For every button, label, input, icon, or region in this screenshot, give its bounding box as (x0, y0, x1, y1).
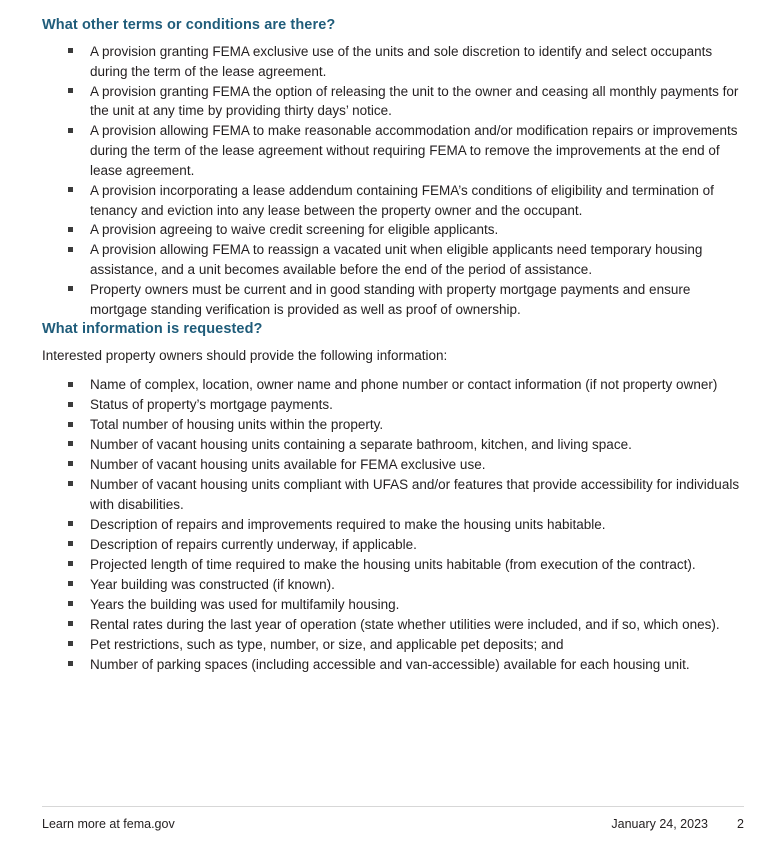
list-item (42, 415, 744, 435)
list-item-text: Projected length of time required to make the housing units habitable (from execution of the contract). (90, 556, 696, 572)
bullet-square-icon (68, 461, 73, 466)
footer-page-number: 2 (737, 817, 744, 831)
list-item (42, 535, 744, 555)
list-item-text: Pet restrictions, such as type, number, or size, and applicable pet deposits; and (90, 636, 564, 652)
list-item (42, 395, 744, 415)
bullet-square-icon (68, 128, 73, 133)
bullet-square-icon (68, 541, 73, 546)
list-item-text: Name of complex, location, owner name and phone number or contact information (if not property owner) (90, 377, 718, 393)
bullet-square-icon (68, 227, 73, 232)
list-item-text: A provision granting FEMA the option of releasing the unit to the owner and ceasing all monthly payments for the unit at any time by providing thirty days’ notice. (90, 83, 739, 119)
bullet-square-icon (68, 382, 73, 387)
list-item (42, 42, 744, 82)
bullet-square-icon (68, 422, 73, 427)
bullet-square-icon (68, 561, 73, 566)
list-item-text: Total number of housing units within the property. (90, 417, 384, 432)
list-item (42, 555, 744, 575)
bullet-square-icon (68, 521, 73, 526)
bullet-square-icon (68, 601, 73, 606)
list-item-text: Number of parking spaces (including accessible and van-accessible) available for each housing unit. (90, 656, 690, 672)
requested-information-list (42, 375, 744, 675)
bullet-square-icon (68, 621, 73, 626)
list-item-text: Number of vacant housing units containing a separate bathroom, kitchen, and living space. (90, 436, 632, 452)
list-item (42, 615, 744, 635)
list-item-text: Number of vacant housing units available for FEMA exclusive use. (90, 456, 486, 472)
bullet-square-icon (68, 247, 73, 252)
list-item-text: Description of repairs and improvements required to make the housing units habitable. (90, 516, 606, 532)
list-item-text: Status of property’s mortgage payments. (90, 397, 333, 413)
list-item-text: A provision agreeing to waive credit screening for eligible applicants. (90, 222, 499, 238)
list-item-text: Description of repairs currently underway, if applicable. (90, 536, 417, 552)
page-footer (42, 806, 744, 839)
list-item (42, 240, 744, 280)
list-item-text: A provision incorporating a lease addendum containing FEMA’s conditions of eligibility and termination of tenancy and eviction into any lease between the property owner and the occupant. (90, 182, 714, 218)
information-intro-paragraph: Interested property owners should provide the following information: (42, 347, 448, 363)
list-item (42, 435, 744, 455)
list-item (42, 375, 744, 395)
bullet-square-icon (68, 581, 73, 586)
section-heading-terms: What other terms or conditions are there? (42, 17, 336, 33)
list-item (42, 181, 744, 221)
footer-right-group (611, 817, 744, 831)
list-item-text: Rental rates during the last year of operation (state whether utilities were included, and if so, which ones). (90, 616, 720, 632)
bullet-square-icon (68, 48, 73, 53)
list-item (42, 280, 744, 320)
list-item-text: Year building was constructed (if known). (90, 576, 335, 592)
list-item (42, 515, 744, 535)
bullet-square-icon (68, 661, 73, 666)
list-item (42, 595, 744, 615)
bullet-square-icon (68, 441, 73, 446)
list-item-text: Property owners must be current and in good standing with property mortgage payments and ensure mortgage standing verification is provided as well as proof of ownership. (90, 281, 691, 317)
list-item (42, 575, 744, 595)
list-item (42, 121, 744, 181)
bullet-square-icon (68, 481, 73, 486)
list-item (42, 220, 744, 240)
bullet-square-icon (68, 286, 73, 291)
footer-learn-more: Learn more at fema.gov (42, 817, 175, 831)
terms-and-conditions-list (42, 42, 744, 320)
footer-date: January 24, 2023 (611, 817, 708, 831)
list-item (42, 655, 744, 675)
bullet-square-icon (68, 402, 73, 407)
list-item-text: A provision granting FEMA exclusive use of the units and sole discretion to identify and select occupants during the term of the lease agreement. (90, 43, 713, 79)
list-item-text: Years the building was used for multifamily housing. (90, 596, 400, 612)
section-heading-information: What information is requested? (42, 320, 263, 337)
list-item (42, 455, 744, 475)
list-item-text: Number of vacant housing units compliant with UFAS and/or features that provide accessibility for individuals with disabilities. (90, 476, 740, 512)
bullet-square-icon (68, 187, 73, 192)
bullet-square-icon (68, 88, 73, 93)
list-item (42, 82, 744, 122)
bullet-square-icon (68, 641, 73, 646)
list-item-text: A provision allowing FEMA to make reasonable accommodation and/or modification repairs or improvements during the term of the lease agreement without requiring FEMA to remove the improvements at the end of lease agreement. (90, 123, 738, 178)
list-item (42, 635, 744, 655)
list-item-text: A provision allowing FEMA to reassign a vacated unit when eligible applicants need temporary housing assistance, and a unit becomes available before the end of the period of assistance. (90, 242, 703, 278)
list-item (42, 475, 744, 515)
